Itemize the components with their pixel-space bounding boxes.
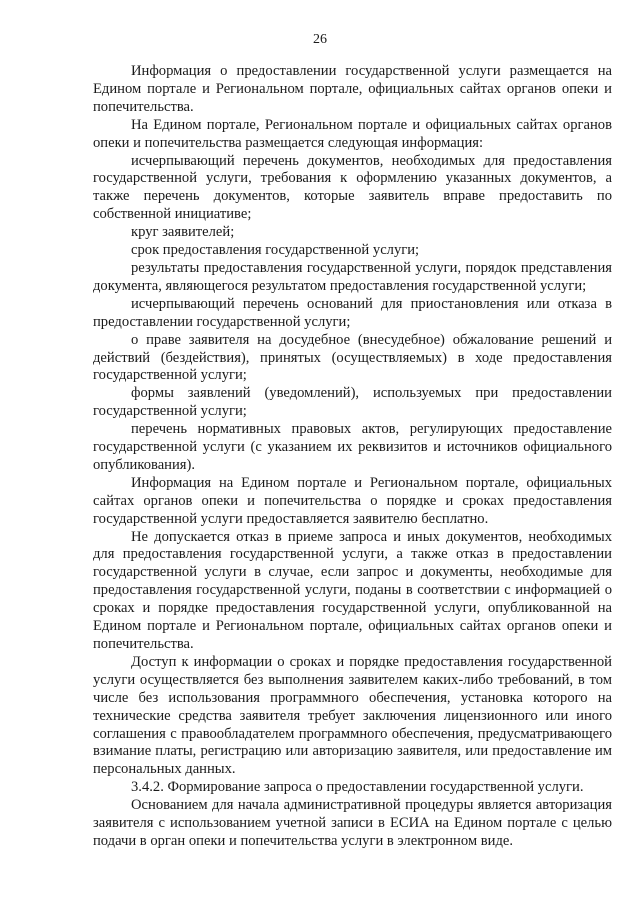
paragraph: исчерпывающий перечень оснований для приостановления или отказа в предоставлении государственной услуги;	[93, 295, 612, 330]
body-text	[93, 63, 612, 851]
paragraph: результаты предоставления государственной услуги, порядок представления документа, являющегося результатом предоставления государственной услуги;	[93, 259, 612, 294]
paragraph: перечень нормативных правовых актов, регулирующих предоставление государственной услуги (с указанием их реквизитов и источников официального опубликования).	[93, 421, 612, 473]
paragraph: Информация на Едином портале и Региональном портале, официальных сайтах органов опеки и попечительства о порядке и сроках предоставления государственной услуги предоставляется заявителю бесплатно.	[93, 474, 612, 527]
paragraph: формы заявлений (уведомлений), используемых при предоставлении государственной услуги;	[93, 385, 612, 420]
paragraph: Не допускается отказ в приеме запроса и иных документов, необходимых для предоставления государственной услуги, а также отказ в предоставлении государственной услуги в случае, если запрос и документы, необходимые для предоставления государственной услуги, поданы в соответствии с информацией о сроках и порядке предоставления государственной услуги, опубликованной на Едином портале и Региональном портале, официальных сайтах органов опеки и попечительства.	[93, 528, 612, 652]
paragraph: срок предоставления государственной услуги;	[131, 242, 420, 259]
paragraph: Основанием для начала административной процедуры является авторизация заявителя с использованием учетной записи в ЕСИА на Едином портале с целью подачи в орган опеки и попечительства услуги в электронном виде.	[93, 797, 612, 849]
paragraph: круг заявителей;	[131, 224, 235, 241]
paragraph: исчерпывающий перечень документов, необходимых для предоставления государственной услуги, требования к оформлению указанных документов, а также перечень документов, которые заявитель вправе предоставить по собственной инициативе;	[93, 152, 612, 223]
paragraph: Информация о предоставлении государственной услуги размещается на Едином портале и Региональном портале, официальных сайтах органов опеки и попечительства.	[93, 63, 612, 115]
paragraph: Доступ к информации о сроках и порядке предоставления государственной услуги осуществляется без выполнения заявителем каких-либо требований, в том числе без использования программного обеспечения, установка которого на технические средства заявителя требует заключения лицензионного или иного соглашения с правообладателем программного обеспечения, предусматривающего взимание платы, регистрацию или авторизацию заявителя, или предоставление им персональных данных.	[93, 653, 612, 778]
paragraph: о праве заявителя на досудебное (внесудебное) обжалование решений и действий (бездействия), принятых (осуществляемых) в ходе предоставления государственной услуги;	[93, 331, 612, 384]
section-heading: 3.4.2. Формирование запроса о предоставлении государственной услуги.	[131, 779, 584, 796]
page-number: 26	[313, 32, 327, 47]
paragraph: На Едином портале, Региональном портале и официальных сайтах органов опеки и попечительства размещается следующая информация:	[93, 116, 612, 151]
